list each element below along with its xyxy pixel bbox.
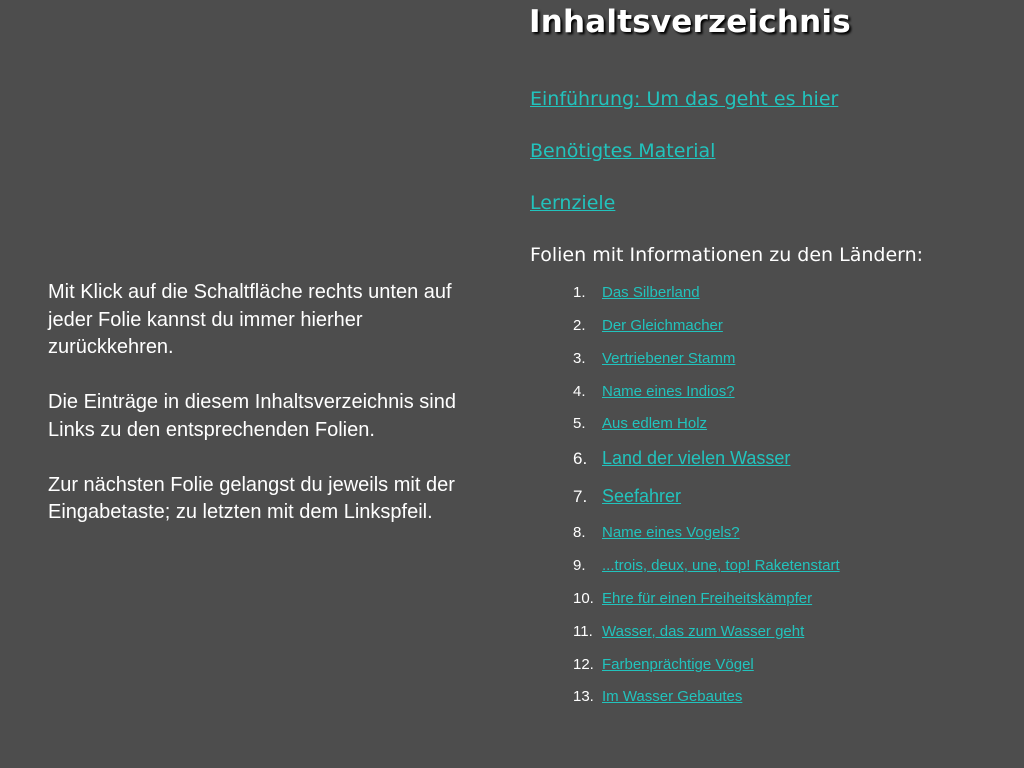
country-link[interactable]: Land der vielen Wasser [602, 448, 791, 468]
list-number: 7. [573, 487, 588, 506]
country-link[interactable]: Seefahrer [602, 486, 682, 506]
list-number: 10. [573, 590, 594, 607]
country-link[interactable]: Name eines Indios? [602, 383, 735, 400]
toc-link-lernziele[interactable]: Lernziele [530, 192, 616, 214]
toc-link-einfuehrung[interactable]: Einführung: Um das geht es hier [530, 88, 839, 110]
list-number: 9. [573, 557, 586, 574]
country-link[interactable]: Ehre für einen Freiheitskämpfer [602, 590, 813, 607]
countries-heading: Folien mit Informationen zu den Ländern: [530, 244, 924, 266]
list-number: 1. [573, 284, 586, 301]
list-number: 2. [573, 317, 586, 334]
page-title: Inhaltsverzeichnis [529, 4, 851, 40]
list-number: 5. [573, 415, 586, 432]
list-number: 13. [573, 688, 594, 705]
country-link[interactable]: Wasser, das zum Wasser geht [602, 623, 805, 640]
country-link[interactable]: Aus edlem Holz [602, 415, 708, 432]
country-link[interactable]: Farbenprächtige Vögel [602, 656, 754, 673]
country-link[interactable]: Im Wasser Gebautes [602, 688, 743, 705]
country-link[interactable]: Der Gleichmacher [602, 317, 723, 334]
list-number: 3. [573, 350, 586, 367]
list-number: 11. [573, 623, 593, 640]
info-paragraph-navigation: Zur nächsten Folie gelangst du jeweils mit der Eingabetaste; zu letzten mit dem Linkspfeil. [48, 473, 455, 523]
list-number: 12. [573, 656, 594, 673]
info-paragraph-return: Mit Klick auf die Schaltfläche rechts unten auf jeder Folie kannst du immer hierher zurückkehren. [48, 281, 452, 358]
info-paragraph-links: Die Einträge in diesem Inhaltsverzeichnis sind Links zu den entsprechenden Folien. [48, 391, 456, 441]
country-link[interactable]: Das Silberland [602, 284, 700, 301]
list-number: 8. [573, 524, 586, 541]
info-text [48, 279, 488, 554]
toc-link-material[interactable]: Benötigtes Material [530, 140, 716, 162]
list-number: 6. [573, 449, 588, 468]
list-number: 4. [573, 383, 586, 400]
country-link[interactable]: Vertriebener Stamm [602, 350, 736, 367]
country-link[interactable]: Name eines Vogels? [602, 524, 740, 541]
country-link[interactable]: ...trois, deux, une, top! Raketenstart [602, 557, 840, 574]
